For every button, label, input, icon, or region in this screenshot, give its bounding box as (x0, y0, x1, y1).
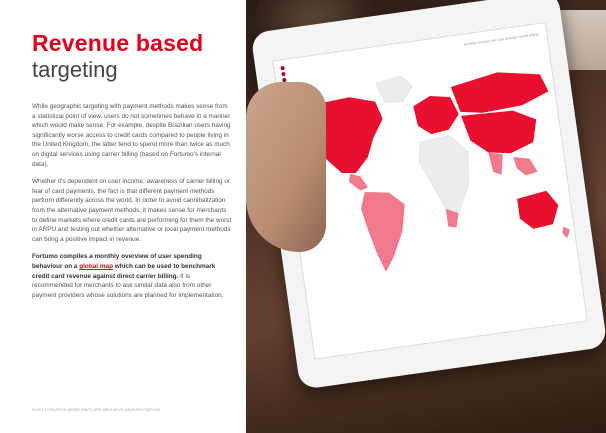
map-central-america (348, 172, 368, 192)
paragraph-3-strong-b: which can be used to benchmark credit card revenue against direct carrier billing. (32, 262, 216, 280)
global-map-link[interactable]: global map (79, 262, 113, 270)
paragraph-3-rest: It is recommended for merchants to ask similar data also from other payment providers whose solutions are planned for implementation. (32, 272, 224, 299)
map-south-america (359, 187, 414, 274)
map-southeast-asia (513, 154, 538, 177)
map-russia (450, 66, 550, 117)
map-europe (412, 92, 461, 136)
page-subtitle: targeting (32, 57, 118, 82)
paragraph-3-strong-a: Fortumo compiles a monthly overview of user spending behaviour on a (32, 253, 202, 270)
map-africa (416, 133, 476, 217)
page-footnote: How to maximize global reach with alternative payment methods (32, 407, 161, 412)
body-text (32, 102, 232, 308)
map-australia (517, 189, 562, 230)
map-asia (461, 106, 540, 160)
map-greenland (375, 74, 414, 105)
paragraph-2: Whether it's dependent on user income, awareness of carrier billing or fear of card payments, the fact is that different payment methods perform differently across the world. In order to avoid cannibalization from the alternative payment methods, it makes sense for merchants to define markets where credit cards are performing for them the worst in ARPU and testing out whether alternative or local payment methods can bring a positive impact in revenue. (32, 178, 232, 243)
map-india (488, 150, 505, 176)
page-title: Revenue based (32, 30, 204, 56)
tablet-photo (246, 0, 606, 433)
paragraph-1: While geographic targeting with payment methods makes sense from a statistical point of view, users do not sometimes behave in a manner which would make sense. For example, despite Brazilian users having significantly worse access to credit cards compared to people living in the United Kingdom, the latter tend to spend more than twice as much on digital services using carrier billing (based on Fortumo's internal data). (32, 103, 231, 168)
map-caption: Monthly revenue per user through carrier billing (463, 32, 539, 47)
text-column (0, 0, 246, 433)
hand-left (246, 82, 326, 252)
paragraph-3 (32, 252, 232, 300)
map-new-zealand (561, 226, 571, 239)
